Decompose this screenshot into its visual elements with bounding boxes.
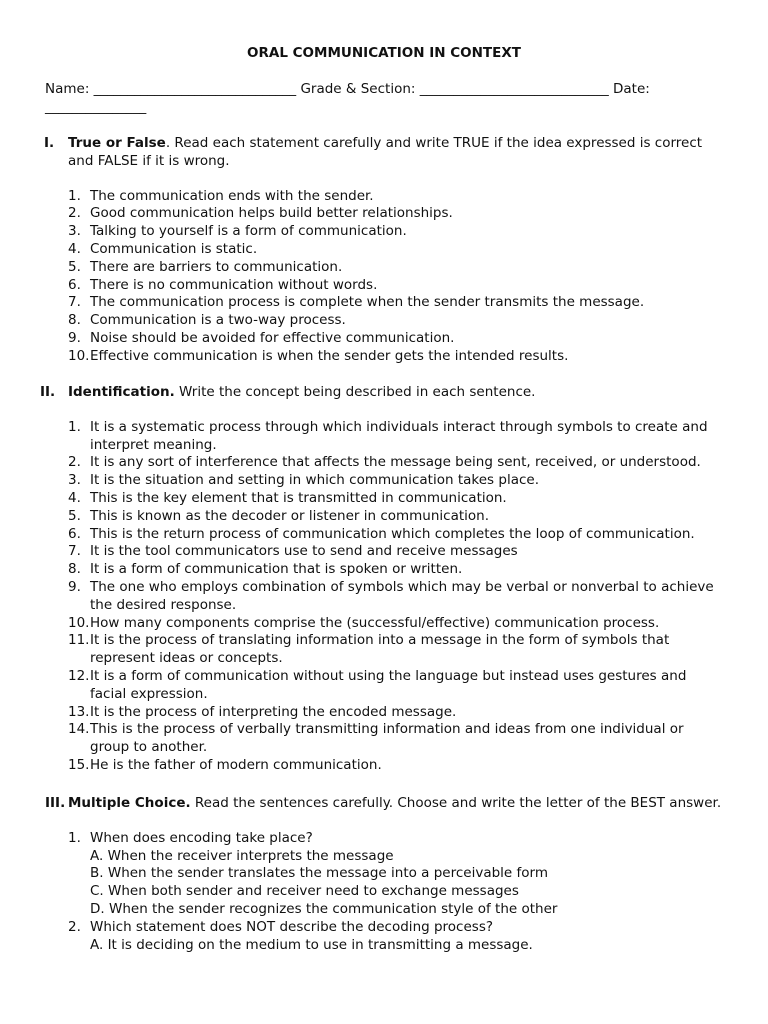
item-number: 6. xyxy=(68,525,81,542)
list-item xyxy=(0,312,720,330)
item-text: Communication is a two-way process. xyxy=(90,312,346,329)
answer-choices xyxy=(90,937,720,955)
list-item xyxy=(0,704,720,722)
list-item xyxy=(0,721,720,757)
page-title: ORAL COMMUNICATION IN CONTEXT xyxy=(247,45,521,61)
item-text: Noise should be avoided for effective communication. xyxy=(90,329,455,346)
list-item xyxy=(0,419,720,455)
item-text: This is the return process of communication which completes the loop of communication. xyxy=(90,525,695,542)
item-number: 10. xyxy=(68,347,90,364)
item-text: How many components comprise the (successful/effective) communication process. xyxy=(90,614,660,631)
list-item xyxy=(0,188,720,206)
section-numeral: III. xyxy=(45,795,66,811)
list-item xyxy=(0,561,720,579)
list-item xyxy=(0,919,720,955)
item-text: It is any sort of interference that affects the message being sent, received, or understood. xyxy=(90,454,701,471)
item-number: 1. xyxy=(68,187,81,204)
list-item xyxy=(0,668,720,704)
item-number: 8. xyxy=(68,312,81,329)
item-number: 14. xyxy=(68,721,90,738)
section-instruction: Write the concept being described in each sentence. xyxy=(174,384,536,400)
item-number: 6. xyxy=(68,276,81,293)
item-number: 11. xyxy=(68,632,90,649)
item-number: 2. xyxy=(68,205,81,222)
list-item xyxy=(0,615,720,633)
section-heading xyxy=(0,384,728,402)
item-text: Effective communication is when the sender gets the intended results. xyxy=(90,347,569,364)
section-instruction: . Read each statement carefully and write TRUE if the idea expressed is correct and FALSE if it is wrong. xyxy=(68,135,703,169)
item-number: 7. xyxy=(68,294,81,311)
item-text: The one who employs combination of symbols which may be verbal or nonverbal to achieve the desired response. xyxy=(90,578,714,613)
list-item xyxy=(0,579,720,615)
item-number: 1. xyxy=(68,829,81,846)
list-item xyxy=(0,223,720,241)
list-item xyxy=(0,241,720,259)
list-item xyxy=(0,205,720,223)
section-identification xyxy=(0,384,768,775)
item-text: The communication process is complete when the sender transmits the message. xyxy=(90,294,645,311)
item-text: Talking to yourself is a form of communication. xyxy=(90,223,407,240)
answer-choice: A. When the receiver interprets the message xyxy=(90,847,394,864)
multiple-choice-list xyxy=(0,830,768,955)
item-number: 9. xyxy=(68,578,81,595)
answer-choice: A. It is deciding on the medium to use in transmitting a message. xyxy=(90,936,533,953)
item-text: This is the process of verbally transmitting information and ideas from one individual or group to another. xyxy=(90,721,684,756)
item-number: 2. xyxy=(68,918,81,935)
item-text: It is the tool communicators use to send and receive messages xyxy=(90,543,518,560)
list-item xyxy=(0,294,720,312)
item-text: There are barriers to communication. xyxy=(90,258,343,275)
item-text: The communication ends with the sender. xyxy=(90,187,374,204)
item-text: This is known as the decoder or listener in communication. xyxy=(90,507,490,524)
date-blank-line: _______________ xyxy=(45,99,147,115)
item-text: There is no communication without words. xyxy=(90,276,378,293)
item-number: 5. xyxy=(68,507,81,524)
list-item xyxy=(0,454,720,472)
section-label: Identification. xyxy=(68,384,175,400)
section-instruction: Read the sentences carefully. Choose and write the letter of the BEST answer. xyxy=(190,795,722,811)
section-label: Multiple Choice. xyxy=(68,795,191,811)
item-number: 15. xyxy=(68,756,90,773)
item-number: 4. xyxy=(68,489,81,506)
item-text: It is the situation and setting in which communication takes place. xyxy=(90,472,539,489)
list-item xyxy=(0,632,720,668)
item-number: 13. xyxy=(68,703,90,720)
item-number: 3. xyxy=(68,472,81,489)
section-true-or-false xyxy=(0,135,768,366)
item-number: 2. xyxy=(68,454,81,471)
list-item xyxy=(0,543,720,561)
section-numeral: I. xyxy=(44,135,55,151)
item-text: Communication is static. xyxy=(90,240,258,257)
item-text: It is the process of translating information into a message in the form of symbols that represent ideas or concepts. xyxy=(90,632,670,667)
item-text: When does encoding take place? xyxy=(90,829,313,846)
list-item xyxy=(0,330,720,348)
item-number: 12. xyxy=(68,667,90,684)
list-item xyxy=(0,830,720,919)
list-item xyxy=(0,259,720,277)
answer-choice: C. When both sender and receiver need to exchange messages xyxy=(90,883,519,900)
item-number: 1. xyxy=(68,418,81,435)
item-text: He is the father of modern communication. xyxy=(90,756,382,773)
item-number: 5. xyxy=(68,258,81,275)
item-number: 8. xyxy=(68,561,81,578)
item-text: It is the process of interpreting the encoded message. xyxy=(90,703,457,720)
item-number: 3. xyxy=(68,223,81,240)
student-info-line: Name: ______________________________ Grade & Section: ____________________________ Date: xyxy=(45,81,650,97)
section-heading xyxy=(0,135,728,171)
item-text: It is a systematic process through which individuals interact through symbols to create and interpret meaning. xyxy=(90,418,708,453)
item-number: 9. xyxy=(68,329,81,346)
item-text: It is a form of communication without using the language but instead uses gestures and facial expression. xyxy=(90,667,687,702)
true-false-list xyxy=(0,188,768,366)
identification-list xyxy=(0,419,768,775)
section-label: True or False xyxy=(68,135,166,151)
list-item xyxy=(0,277,720,295)
section-numeral: II. xyxy=(40,384,56,400)
list-item xyxy=(0,526,720,544)
list-item xyxy=(0,757,720,775)
section-multiple-choice xyxy=(0,795,768,954)
item-number: 4. xyxy=(68,240,81,257)
item-text: It is a form of communication that is spoken or written. xyxy=(90,561,463,578)
answer-choice: B. When the sender translates the message into a perceivable form xyxy=(90,865,548,882)
section-heading xyxy=(0,795,728,813)
list-item xyxy=(0,490,720,508)
list-item xyxy=(0,472,720,490)
list-item xyxy=(0,508,720,526)
item-text: Good communication helps build better relationships. xyxy=(90,205,453,222)
item-text: This is the key element that is transmitted in communication. xyxy=(90,489,507,506)
item-text: Which statement does NOT describe the decoding process? xyxy=(90,918,494,935)
answer-choices xyxy=(90,848,720,919)
list-item xyxy=(0,348,720,366)
item-number: 10. xyxy=(68,614,90,631)
item-number: 7. xyxy=(68,543,81,560)
answer-choice: D. When the sender recognizes the communication style of the other xyxy=(90,900,558,917)
